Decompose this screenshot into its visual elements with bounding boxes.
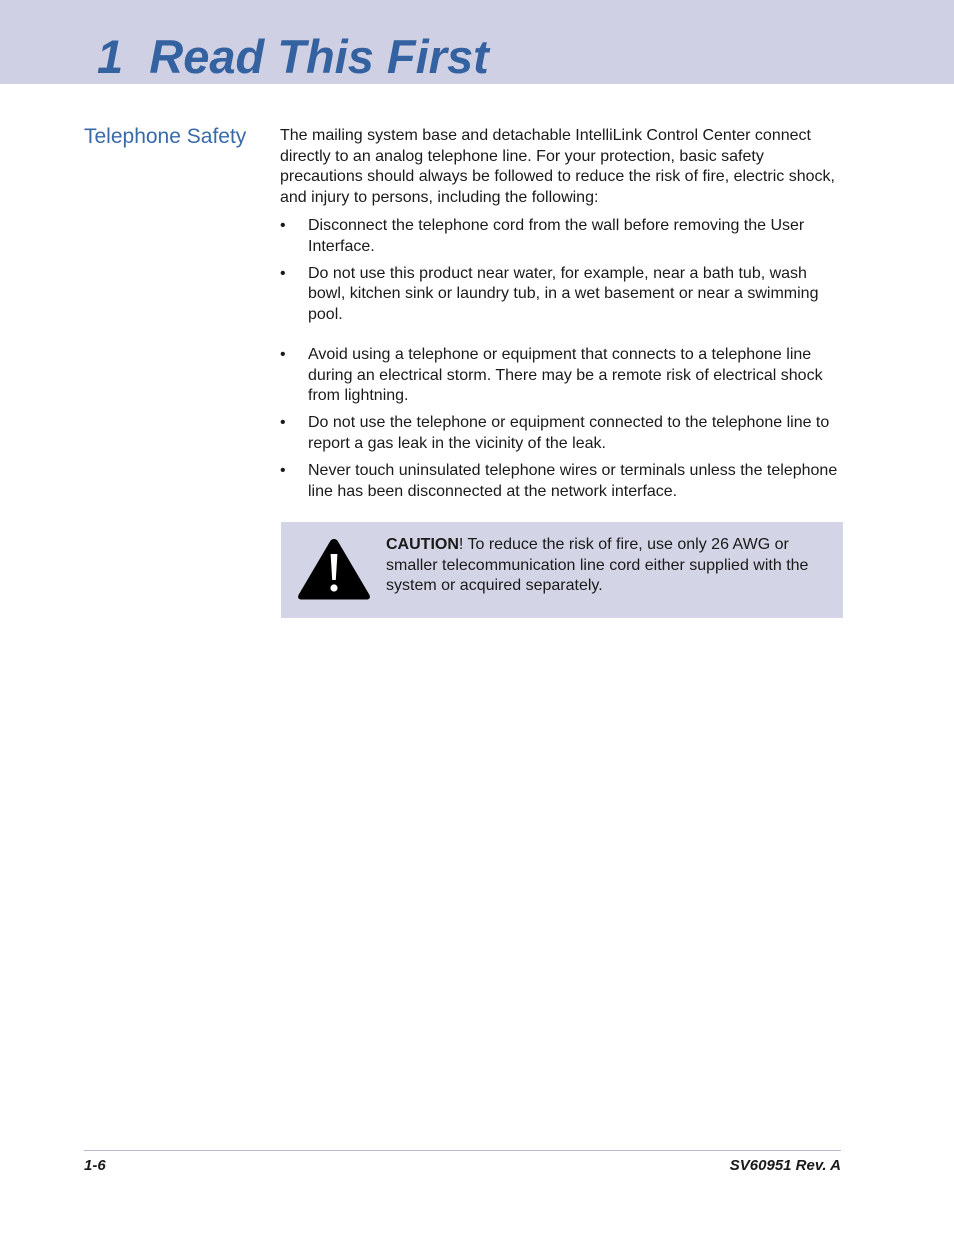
list-item-text: Never touch uninsulated telephone wires or terminals unless the telephone line has been disconnected at the network interface. — [308, 462, 838, 501]
page-number: 1-6 — [84, 1157, 106, 1174]
chapter-title: 1 Read This First — [97, 30, 489, 83]
warning-triangle-icon — [296, 536, 372, 602]
list-item-text: Disconnect the telephone cord from the wall before removing the User Interface. — [308, 216, 805, 255]
list-item — [280, 264, 840, 326]
section-heading: Telephone Safety — [84, 125, 247, 148]
safety-bullet-list — [280, 216, 840, 503]
bullet-icon: • — [280, 264, 286, 282]
bullet-icon: • — [280, 414, 286, 432]
list-item — [280, 345, 840, 407]
document-revision: SV60951 Rev. A — [729, 1157, 841, 1174]
bullet-icon: • — [280, 462, 286, 480]
caution-label: CAUTION — [386, 536, 459, 553]
section-body — [280, 126, 840, 509]
bullet-icon: • — [280, 345, 286, 363]
caution-text — [386, 535, 831, 597]
list-item — [280, 461, 840, 502]
list-item — [280, 216, 840, 257]
list-item-text: Do not use this product near water, for example, near a bath tub, wash bowl, kitchen sink or laundry tub, in a wet basement or near a swimming pool. — [308, 264, 819, 324]
intro-paragraph: The mailing system base and detachable IntelliLink Control Center connect directly to an analog telephone line. For your protection, basic safety precautions should always be followed to reduce the risk of fire, electric shock, and injury to persons, including the following: — [280, 127, 835, 207]
list-item-text: Avoid using a telephone or equipment that connects to a telephone line during an electrical storm. There may be a remote risk of electrical shock from lightning. — [308, 345, 823, 405]
list-item-text: Do not use the telephone or equipment connected to the telephone line to report a gas leak in the vicinity of the leak. — [308, 414, 830, 453]
list-item — [280, 413, 840, 454]
bullet-icon: • — [280, 216, 286, 234]
caution-message: ! To reduce the risk of fire, use only 26 AWG or smaller telecommunication line cord either supplied with the system or acquired separately. — [386, 536, 809, 595]
footer-divider — [84, 1150, 841, 1151]
